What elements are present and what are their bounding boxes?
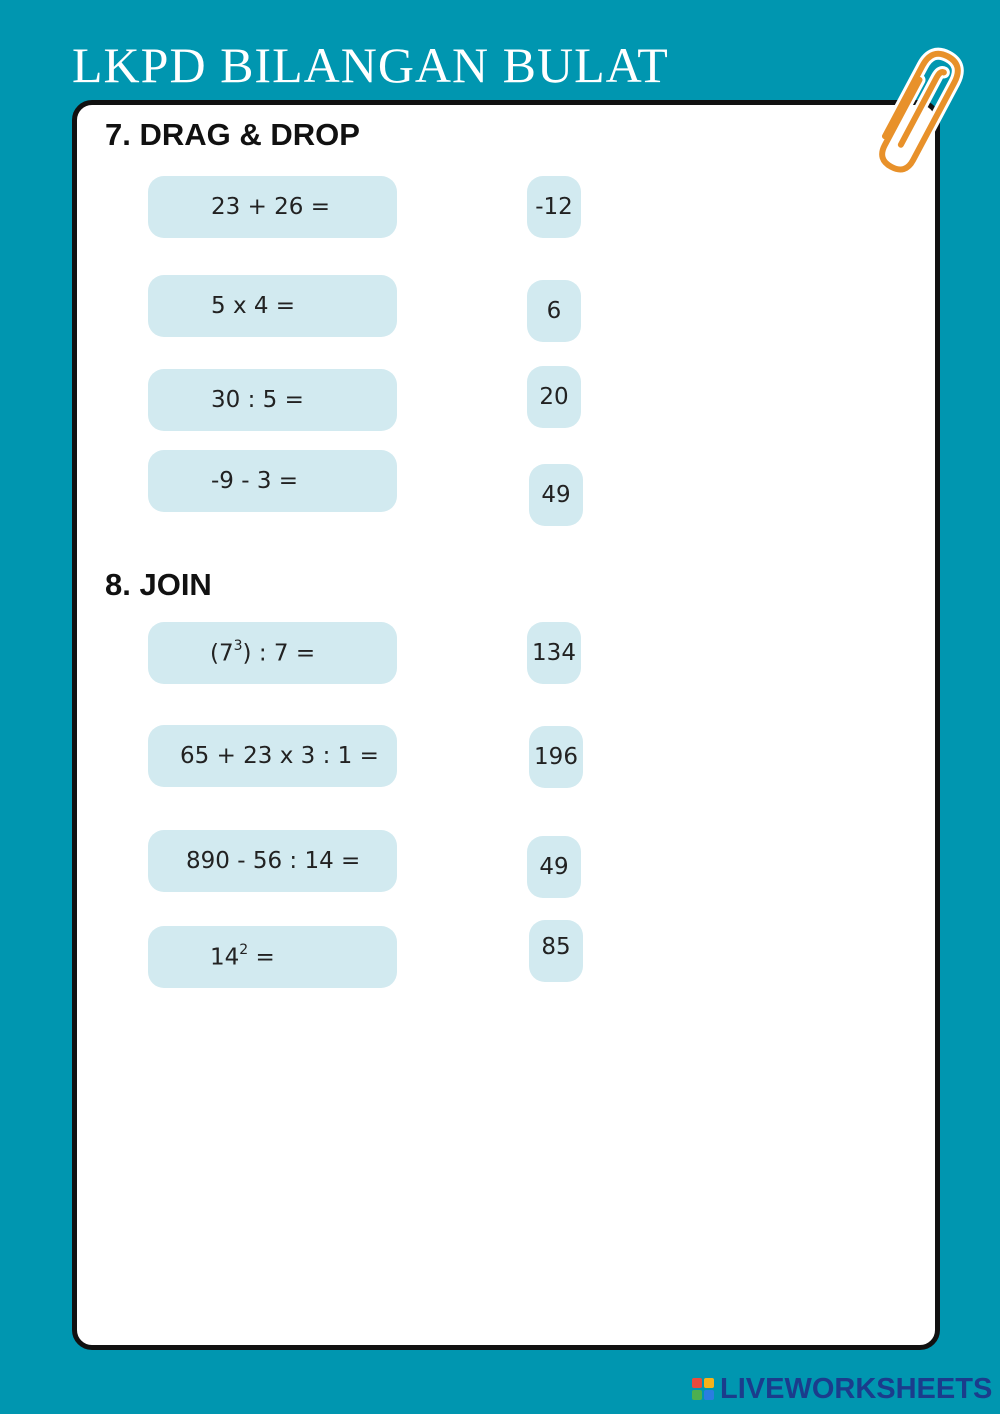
question-text: 65 + 23 x 3 : 1 = <box>180 743 379 769</box>
question-text: 30 : 5 = <box>211 387 304 413</box>
answer-tile[interactable]: 6 <box>527 280 581 342</box>
question-text: $14^2$ = <box>210 941 275 971</box>
question-text: 5 x 4 = <box>211 293 296 319</box>
answer-tile[interactable]: 196 <box>529 726 583 788</box>
liveworksheets-logo <box>692 1374 992 1404</box>
question-text: $(7^3)$ : 7 = <box>210 637 316 667</box>
section-heading-drag-drop: 7. DRAG & DROP <box>105 117 360 152</box>
question-box <box>148 275 397 337</box>
answer-tile[interactable]: 49 <box>527 836 581 898</box>
answer-tile[interactable]: 85 <box>529 920 583 982</box>
section-heading-join: 8. JOIN <box>105 567 212 602</box>
question-text: 890 - 56 : 14 = <box>186 848 361 874</box>
question-box[interactable] <box>148 926 397 988</box>
brand-name: LIVEWORKSHEETS <box>720 1372 993 1405</box>
question-box <box>148 450 397 512</box>
answer-tile[interactable]: 49 <box>529 464 583 526</box>
answer-tile[interactable]: -12 <box>527 176 581 238</box>
answer-tile[interactable]: 134 <box>527 622 581 684</box>
liveworksheets-logo-icon <box>692 1378 714 1400</box>
question-text: 23 + 26 = <box>211 194 331 220</box>
question-box[interactable] <box>148 830 397 892</box>
question-text: -9 - 3 = <box>211 468 299 494</box>
question-box <box>148 369 397 431</box>
question-box[interactable] <box>148 725 397 787</box>
question-box <box>148 176 397 238</box>
question-box[interactable] <box>148 622 397 684</box>
page-title: LKPD BILANGAN BULAT <box>72 37 669 93</box>
answer-tile[interactable]: 20 <box>527 366 581 428</box>
paperclip-icon <box>862 38 972 178</box>
